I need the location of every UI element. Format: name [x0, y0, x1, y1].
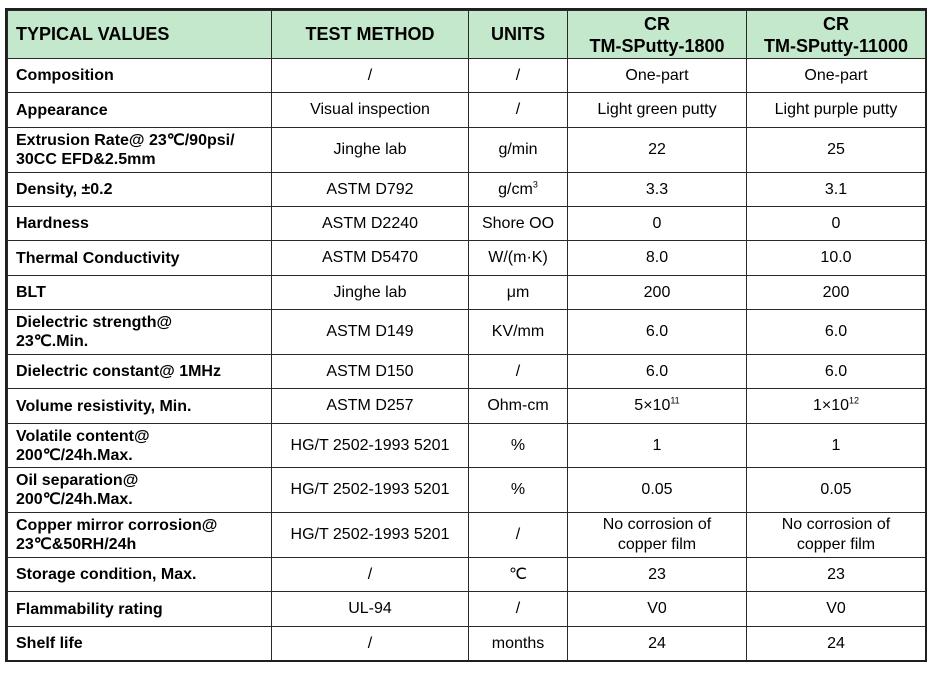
units-cell: KV/mm: [469, 310, 568, 355]
value-1800-cell: 0.05: [568, 468, 747, 513]
row-label-line1: Dielectric strength@: [16, 314, 173, 331]
value-1800-cell: 22: [568, 128, 747, 173]
value-11000-cell: One-part: [747, 59, 926, 93]
value-11000-cell: 24: [747, 627, 926, 661]
value-11000-cell: 0: [747, 207, 926, 241]
value-line1: No corrosion of: [781, 516, 891, 533]
table-row: [8, 93, 926, 128]
units-cell: Ohm-cm: [469, 389, 568, 424]
value-11000-cell: 1: [747, 424, 926, 468]
value-11000-cell: 6.0: [747, 355, 926, 389]
value-11000-cell: 3.1: [747, 173, 926, 207]
row-label-line2: 200℃/24h.Max.: [16, 446, 133, 464]
row-label: Dielectric constant@ 1MHz: [8, 355, 272, 389]
row-label: [8, 128, 272, 173]
value-1800-cell: V0: [568, 592, 747, 627]
header-product-1800-line2: TM-SPutty-1800: [589, 35, 725, 56]
units-cell: /: [469, 513, 568, 558]
units-cell: ℃: [469, 558, 568, 592]
row-label-line2: 30CC EFD&2.5mm: [16, 151, 156, 168]
row-label: Shelf life: [8, 627, 272, 661]
typical-values-table: [7, 10, 926, 661]
test-method-cell: ASTM D792: [272, 173, 469, 207]
test-method-cell: Jinghe lab: [272, 276, 469, 310]
units-cell: %: [469, 424, 568, 468]
row-label: Density, ±0.2: [8, 173, 272, 207]
row-label-line2: 23℃.Min.: [16, 333, 89, 350]
value-1800-cell: 23: [568, 558, 747, 592]
header-row: [8, 11, 926, 59]
table-row: [8, 468, 926, 513]
test-method-cell: HG/T 2502-1993 5201: [272, 513, 469, 558]
units-cell: months: [469, 627, 568, 661]
value-line1: No corrosion of: [602, 516, 712, 533]
row-label: Hardness: [8, 207, 272, 241]
datasheet-table-frame: [5, 8, 927, 662]
test-method-cell: UL-94: [272, 592, 469, 627]
value-11000-cell: 6.0: [747, 310, 926, 355]
test-method-cell: ASTM D2240: [272, 207, 469, 241]
value-1800-cell: 200: [568, 276, 747, 310]
table-row: [8, 558, 926, 592]
row-label: Appearance: [8, 93, 272, 128]
value-line2: copper film: [796, 536, 876, 553]
units-cell: /: [469, 93, 568, 128]
row-label: Storage condition, Max.: [8, 558, 272, 592]
test-method-cell: HG/T 2502-1993 5201: [272, 424, 469, 468]
header-units: UNITS: [469, 11, 568, 59]
value-exponent: 11: [670, 395, 680, 406]
table-row: [8, 592, 926, 627]
test-method-cell: Jinghe lab: [272, 128, 469, 173]
row-label: Flammability rating: [8, 592, 272, 627]
value-1800-cell: 1: [568, 424, 747, 468]
table-row: [8, 389, 926, 424]
row-label-line1: Copper mirror corrosion@: [16, 517, 218, 534]
units-cell: W/(m·K): [469, 241, 568, 276]
value-11000-cell: [747, 389, 926, 424]
value-1800-cell: 3.3: [568, 173, 747, 207]
value-11000-cell: 200: [747, 276, 926, 310]
value-1800-cell: 6.0: [568, 355, 747, 389]
test-method-cell: HG/T 2502-1993 5201: [272, 468, 469, 513]
table-row: [8, 310, 926, 355]
test-method-cell: /: [272, 627, 469, 661]
row-label: BLT: [8, 276, 272, 310]
table-row: [8, 173, 926, 207]
row-label-line2: 23℃&50RH/24h: [16, 536, 137, 553]
header-product-11000: [747, 11, 926, 59]
row-label: [8, 310, 272, 355]
units-cell: g/min: [469, 128, 568, 173]
test-method-cell: ASTM D149: [272, 310, 469, 355]
units-cell: /: [469, 355, 568, 389]
value-base: 1×10: [812, 397, 850, 414]
row-label: Volume resistivity, Min.: [8, 389, 272, 424]
test-method-cell: ASTM D5470: [272, 241, 469, 276]
value-11000-cell: Light purple putty: [747, 93, 926, 128]
table-row: [8, 355, 926, 389]
value-11000-cell: [747, 513, 926, 558]
table-row: [8, 276, 926, 310]
units-cell: Shore OO: [469, 207, 568, 241]
table-row: [8, 128, 926, 173]
test-method-cell: /: [272, 59, 469, 93]
value-1800-cell: 8.0: [568, 241, 747, 276]
row-label: Composition: [8, 59, 272, 93]
table-row: [8, 207, 926, 241]
units-cell: /: [469, 592, 568, 627]
row-label-line1: Extrusion Rate@ 23℃/90psi/: [16, 132, 235, 149]
units-cell: [469, 173, 568, 207]
table-row: [8, 59, 926, 93]
units-cell: %: [469, 468, 568, 513]
table-row: [8, 424, 926, 468]
value-11000-cell: 23: [747, 558, 926, 592]
value-1800-cell: 6.0: [568, 310, 747, 355]
value-11000-cell: 0.05: [747, 468, 926, 513]
units-base: g/cm: [498, 180, 533, 198]
value-1800-cell: Light green putty: [568, 93, 747, 128]
test-method-cell: /: [272, 558, 469, 592]
table-row: [8, 627, 926, 661]
value-1800-cell: [568, 513, 747, 558]
value-exponent: 12: [849, 395, 860, 406]
row-label: [8, 513, 272, 558]
table-row: [8, 241, 926, 276]
row-label: [8, 468, 272, 513]
value-1800-cell: 24: [568, 627, 747, 661]
value-1800-cell: 0: [568, 207, 747, 241]
header-product-1800-line1: CR: [644, 13, 670, 34]
row-label: Thermal Conductivity: [8, 241, 272, 276]
value-11000-cell: 25: [747, 128, 926, 173]
row-label-line2: 200℃/24h.Max.: [16, 491, 133, 508]
units-superscript: 3: [532, 179, 538, 190]
header-test-method: TEST METHOD: [272, 11, 469, 59]
test-method-cell: Visual inspection: [272, 93, 469, 128]
table-row: [8, 513, 926, 558]
header-product-11000-line1: CR: [823, 13, 849, 34]
value-line2: copper film: [617, 536, 697, 553]
header-product-11000-line2: TM-SPutty-11000: [763, 35, 909, 56]
value-11000-cell: V0: [747, 592, 926, 627]
test-method-cell: ASTM D257: [272, 389, 469, 424]
row-label-line1: Volatile content@: [16, 427, 150, 445]
row-label-line1: Oil separation@: [16, 472, 139, 489]
units-cell: /: [469, 59, 568, 93]
header-typical-values: TYPICAL VALUES: [8, 11, 272, 59]
value-base: 5×10: [634, 397, 671, 414]
value-1800-cell: One-part: [568, 59, 747, 93]
value-1800-cell: [568, 389, 747, 424]
row-label: [8, 424, 272, 468]
value-11000-cell: 10.0: [747, 241, 926, 276]
header-product-1800: [568, 11, 747, 59]
test-method-cell: ASTM D150: [272, 355, 469, 389]
units-cell: μm: [469, 276, 568, 310]
